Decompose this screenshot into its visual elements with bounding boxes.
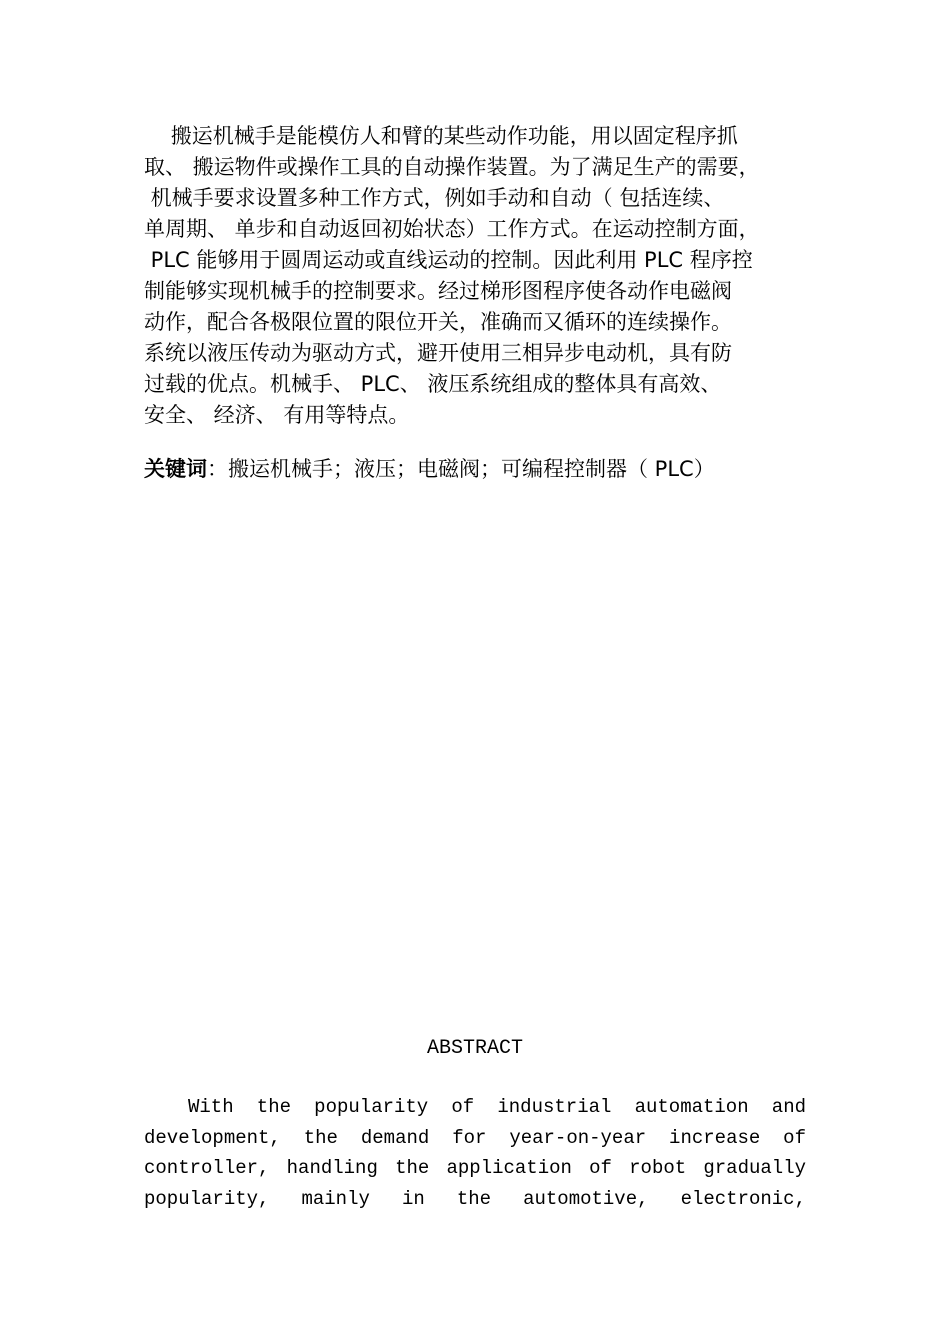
abstract-line: 取、 搬运物件或操作工具的自动操作装置。为了满足生产的需要， [144,155,760,179]
abstract-line: 动作，配合各极限位置的限位开关，准确而又循环的连续操作。 [144,310,732,334]
keywords-label: 关键词 [144,457,207,481]
abstract-heading: ABSTRACT [426,1037,523,1060]
keywords-line [144,454,816,485]
abstract-line: 安全、 经济、 有用等特点。 [144,403,410,427]
abstract-line: 制能够实现机械手的控制要求。经过梯形图程序使各动作电磁阀 [144,279,732,303]
abstract-line: 搬运机械手是能模仿人和臂的某些动作功能，用以固定程序抓 [144,124,738,148]
abstract-line: development, the demand for year-on-year increase of [144,1126,806,1149]
abstract-line: PLC 能够用于圆周运动或直线运动的控制。因此利用 PLC 程序控 [144,248,753,272]
abstract-line: 过载的优点。机械手、 PLC、 液压系统组成的整体具有高效、 [144,372,722,396]
english-abstract [144,1092,806,1214]
keywords-text: ：搬运机械手；液压；电磁阀；可编程控制器（ PLC） [207,457,715,481]
abstract-line: With the popularity of industrial automation and [188,1096,806,1118]
abstract-line: popularity, mainly in the automotive, electronic, [144,1187,806,1210]
abstract-line: 单周期、 单步和自动返回初始状态）工作方式。在运动控制方面， [144,217,760,241]
abstract-line: controller, handling the application of robot gradually [144,1157,806,1179]
chinese-abstract [144,121,816,431]
abstract-line: 机械手要求设置多种工作方式，例如手动和自动（ 包括连续、 [144,186,725,210]
abstract-line: 系统以液压传动为驱动方式，避开使用三相异步电动机，具有防 [144,341,732,365]
